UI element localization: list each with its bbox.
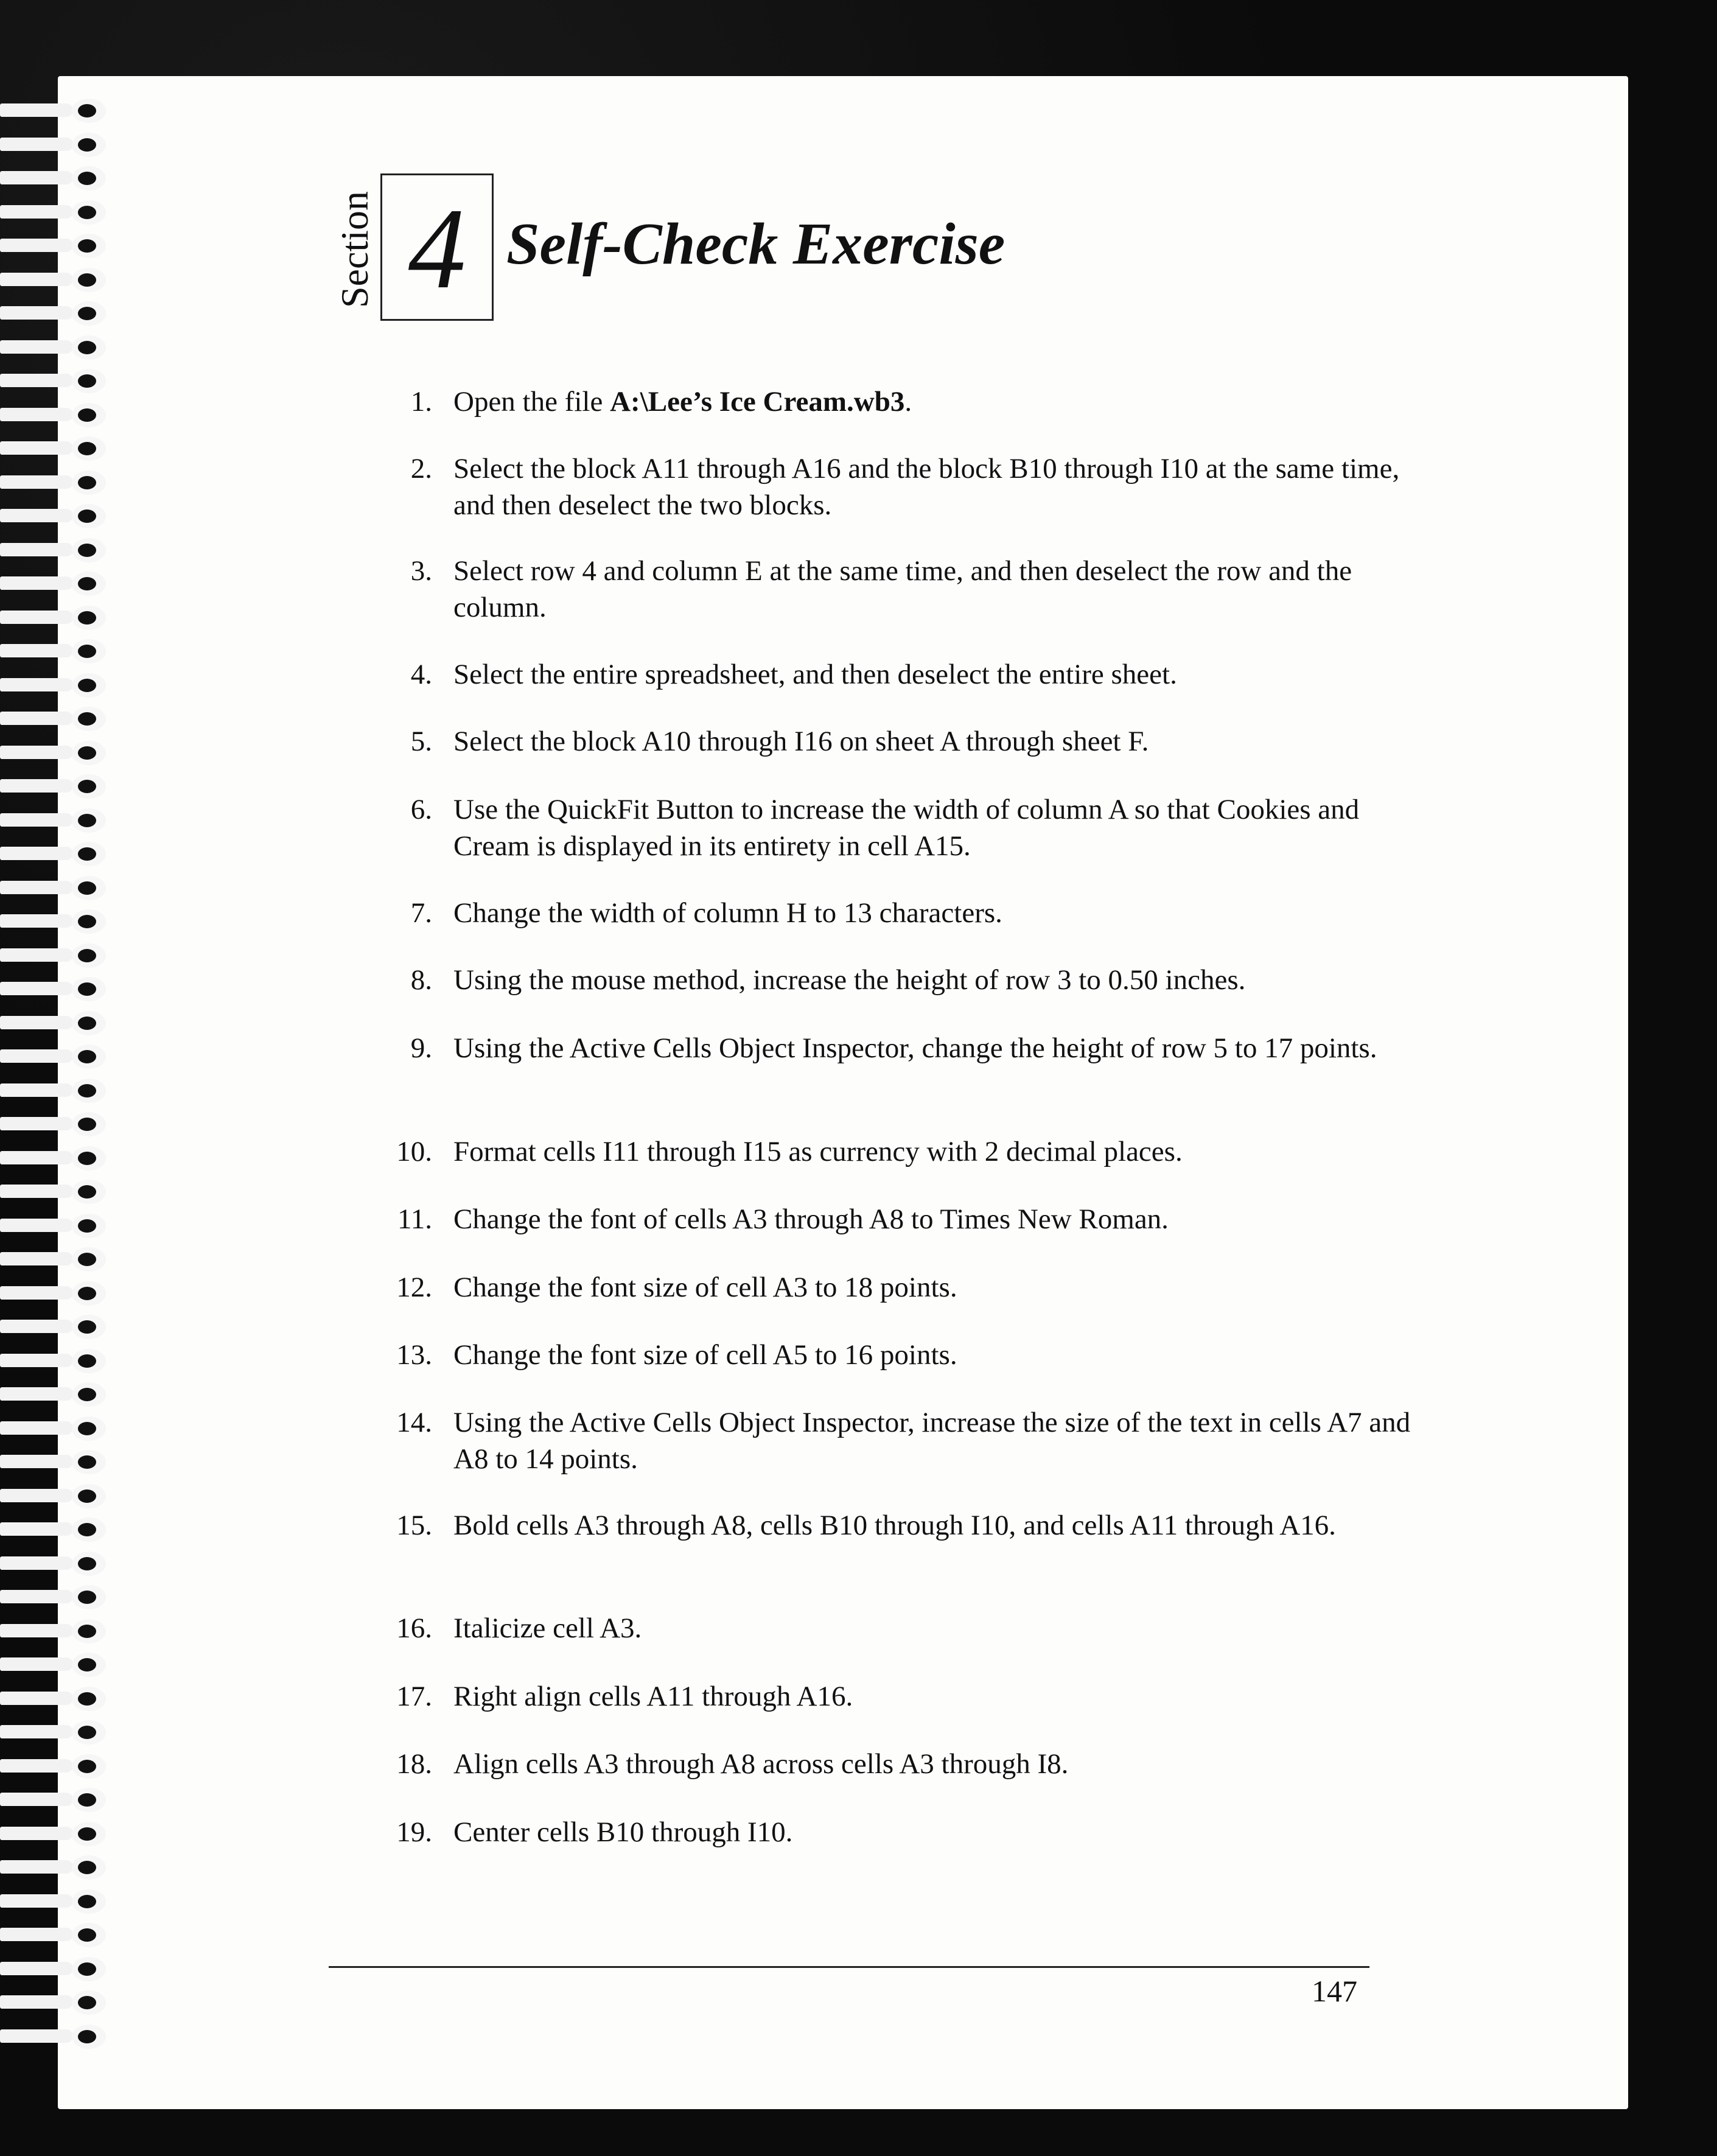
spiral-coil [0, 1854, 107, 1880]
spiral-coil [0, 841, 107, 866]
spiral-coil [0, 908, 107, 934]
spiral-coil [0, 1989, 107, 2015]
exercise-text: Open the file A:\Lee’s Ice Cream.wb3. [453, 386, 912, 418]
spiral-coil [0, 1956, 107, 1981]
spiral-coil [0, 1888, 107, 1914]
spiral-coil [0, 1077, 107, 1103]
spiral-coil [0, 334, 107, 360]
exercise-text: Select the block A10 through I16 on sheet A through sheet F. [453, 726, 1149, 757]
exercise-number: 6. [410, 794, 432, 825]
exercise-number: 10. [396, 1136, 432, 1167]
spiral-coil [0, 1043, 107, 1069]
spiral-coil [0, 537, 107, 562]
exercise-text: Format cells I11 through I15 as currency with 2 decimal places. [453, 1136, 1183, 1167]
exercise-number: 5. [410, 726, 432, 757]
exercise-text: Bold cells A3 through A8, cells B10 through I10, and cells A11 through A16. [453, 1510, 1336, 1541]
exercise-number: 8. [410, 964, 432, 996]
spiral-coil [0, 570, 107, 596]
spiral-coil [0, 773, 107, 799]
exercise-number: 7. [410, 897, 432, 929]
spiral-coil [0, 165, 107, 191]
spiral-coil [0, 503, 107, 528]
exercise-number: 2. [410, 453, 432, 485]
exercise-number: 3. [410, 555, 432, 587]
spiral-coil [0, 1651, 107, 1677]
exercise-number: 14. [396, 1407, 432, 1438]
exercise-number: 15. [396, 1510, 432, 1541]
exercise-number: 9. [410, 1032, 432, 1064]
section-number-box [380, 173, 494, 321]
spiral-coil [0, 875, 107, 900]
footer-rule [329, 1966, 1369, 1968]
spiral-coil [0, 1381, 107, 1407]
spiral-coil [0, 1449, 107, 1474]
exercise-text: Change the font size of cell A3 to 18 points. [453, 1272, 957, 1303]
spiral-coil [0, 469, 107, 495]
spiral-coil [0, 131, 107, 157]
spiral-coil [0, 435, 107, 461]
spiral-coil [0, 1178, 107, 1204]
spiral-coil [0, 97, 107, 123]
spiral-coil [0, 300, 107, 326]
spiral-coil [0, 368, 107, 393]
section-label [334, 177, 376, 323]
notebook-page [58, 76, 1628, 2109]
spiral-coil [0, 1753, 107, 1779]
exercise-text: Center cells B10 through I10. [453, 1816, 793, 1848]
exercise-text: Select the block A11 through A16 and the block B10 through I10 at the same time, and then deselect the two blocks. [453, 453, 1400, 521]
spiral-coil [0, 402, 107, 427]
spiral-coil [0, 1314, 107, 1339]
exercise-number: 13. [396, 1339, 432, 1371]
spiral-coil [0, 672, 107, 698]
spiral-coil [0, 1111, 107, 1136]
exercise-text: Align cells A3 through A8 across cells A3 through I8. [453, 1748, 1069, 1780]
exercise-text: Right align cells A11 through A16. [453, 1681, 853, 1712]
spiral-coil [0, 638, 107, 663]
spiral-coil [0, 976, 107, 1001]
spiral-coil [0, 1516, 107, 1542]
file-name: A:\Lee’s Ice Cream.wb3 [610, 386, 905, 418]
exercise-number: 18. [396, 1748, 432, 1780]
spiral-coil [0, 1618, 107, 1643]
exercise-number: 11. [397, 1203, 432, 1235]
exercise-text: Using the mouse method, increase the height of row 3 to 0.50 inches. [453, 964, 1246, 996]
exercise-text: Using the Active Cells Object Inspector, increase the size of the text in cells A7 and A8 to 14 points. [453, 1407, 1411, 1475]
spiral-coil [0, 199, 107, 225]
spiral-coil [0, 604, 107, 630]
exercise-text: Use the QuickFit Button to increase the width of column A so that Cookies and Cream is displayed in its entirety in cell A15. [453, 794, 1360, 862]
section-number: 4 [408, 185, 466, 313]
spiral-coil [0, 740, 107, 765]
exercise-text: Change the font size of cell A5 to 16 points. [453, 1339, 957, 1371]
exercise-number: 1. [410, 386, 432, 418]
spiral-coil [0, 1821, 107, 1846]
exercise-text: Using the Active Cells Object Inspector, change the height of row 5 to 17 points. [453, 1032, 1377, 1064]
spiral-coil [0, 807, 107, 833]
spiral-coil [0, 1348, 107, 1373]
spiral-coil [0, 1584, 107, 1609]
spiral-coil [0, 1685, 107, 1711]
spiral-coil [0, 1922, 107, 1947]
exercise-text: Italicize cell A3. [453, 1612, 642, 1644]
exercise-number: 19. [396, 1816, 432, 1848]
spiral-coil [0, 1280, 107, 1306]
page-title: Self-Check Exercise [506, 211, 1005, 277]
spiral-coil [0, 1415, 107, 1441]
spiral-coil [0, 1145, 107, 1171]
exercise-text: Change the width of column H to 13 characters. [453, 897, 1002, 929]
spiral-coil [0, 267, 107, 292]
exercise-text: Select the entire spreadsheet, and then deselect the entire sheet. [453, 659, 1177, 690]
exercise-number: 17. [396, 1681, 432, 1712]
section-word: Section [333, 191, 376, 308]
spiral-coil [0, 2023, 107, 2049]
spiral-coil [0, 1483, 107, 1508]
spiral-binding [0, 97, 113, 2082]
spiral-coil [0, 705, 107, 731]
spiral-coil [0, 1550, 107, 1576]
exercise-text: Change the font of cells A3 through A8 to Times New Roman. [453, 1203, 1169, 1235]
spiral-coil [0, 1787, 107, 1812]
spiral-coil [0, 233, 107, 258]
spiral-coil [0, 1213, 107, 1238]
spiral-coil [0, 1719, 107, 1745]
exercise-text: Select row 4 and column E at the same time, and then deselect the row and the column. [453, 555, 1352, 623]
spiral-coil [0, 1010, 107, 1035]
page-number: 147 [1312, 1974, 1357, 2008]
spiral-coil [0, 1246, 107, 1272]
exercise-number: 12. [396, 1272, 432, 1303]
exercise-number: 4. [410, 659, 432, 690]
spiral-coil [0, 942, 107, 968]
exercise-number: 16. [396, 1612, 432, 1644]
